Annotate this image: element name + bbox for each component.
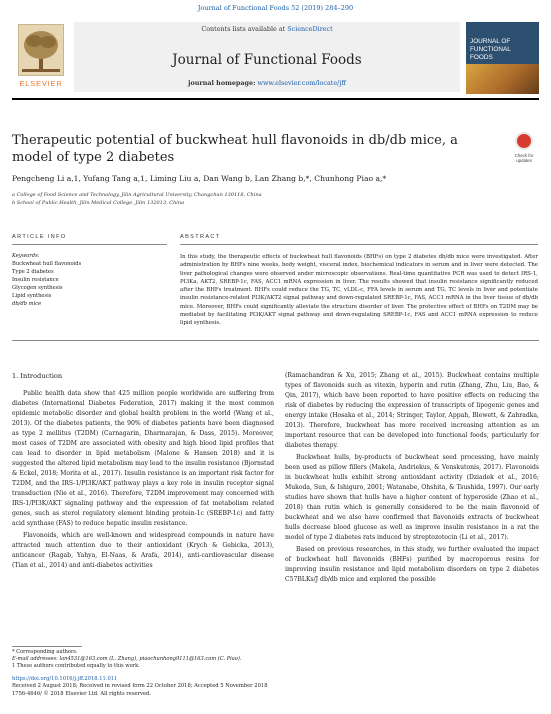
- keyword: Type 2 diabetes: [12, 269, 54, 275]
- left-column: [12, 371, 274, 571]
- section-heading: 1. Introduction: [12, 372, 63, 380]
- crossmark-label: Check for updates: [514, 153, 534, 163]
- keyword: Insulin resistance: [12, 277, 59, 283]
- publisher-name: ELSEVIER: [19, 79, 63, 88]
- article-info-heading: ARTICLE INFO: [12, 234, 67, 240]
- keyword: Lipid synthesis: [12, 293, 52, 299]
- cover-image: [466, 64, 539, 94]
- tree-logo-icon: [18, 24, 64, 76]
- equal-contribution-footnote: 1 These authors contributed equally to this work.: [12, 663, 140, 670]
- homepage-line: [74, 79, 460, 87]
- abstract-rule: [180, 244, 538, 245]
- footnote-rule: [12, 646, 82, 647]
- journal-masthead: [12, 22, 539, 96]
- journal-title: Journal of Functional Foods: [172, 52, 362, 68]
- footnotes: [12, 649, 272, 671]
- paragraph: Buckwheat hulls, by-products of buckwheat seed processing, have mainly been used as pillow fillers (Makela, Andriekus, & Venskutonis, 2017). Flavonoids in buckwheat hulls exhibit strong antioxidant activity (Dziadek et al., 2016; Mukoda, Sun, & Ishiguro, 2001; Watanabe, Ohshita, & Tsushida, 1997). Our early studies have shown that hulls have a higher content of hyperoside (Zhao et al., 2018) than rutin which is generally considered to be the main flavonoid of buckwheat and we also have confirmed that flavonoids extracts of buckwheat hulls decrease blood glucose as well as improve insulin resistance in a rat the model of type 2 diabetes rats induced by streptozotocin (Li et al., 2017).: [285, 454, 539, 541]
- abstract-text: In this study, the therapeutic effects of buckwheat hull flavonoids (BHFs) on type 2 diabetes db/db mice were investigated. After administration by BHFs nine weeks, body weight, visceral index, biochemical indicators in serum and in liver were detected. The liver pathological changes were observed under microscopic observations. Real-time quantitative PCR was used to detect IRS-1, PI3Ka, AKT2, SREBP-1c, FAS, ACC1 mRNA expression in liver. The results showed that insulin resistance significantly reduced after the BHFs treatment. BHFs could reduce the TG, TC, vLDL-c, FFA levels in serum and TG, TC levels in liver and potentiate insulin resistance-related PI3K/AKT2 signal pathway and down-regulated SREBP-1c, FAS, ACC1 mRNA in the liver tissue of db/db mice. Moreover, BHFs could significantly alleviate the structure disorder of liver. The protective effect of BHFs on T2DM may be mediated by facilitating PI3K/AKT signal pathway and down-regulating SREBP-1c, FAS and ACC1 mRNA expression to reduce lipid synthesis.: [180, 254, 538, 327]
- received-dates: Received 2 August 2018; Received in revised form 22 October 2018; Accepted 5 November 2018: [12, 683, 268, 690]
- abstract-bottom-rule: [12, 340, 539, 341]
- running-header[interactable]: Journal of Functional Foods 52 (2019) 284–290: [197, 4, 354, 12]
- keyword: db/db mice: [12, 301, 42, 307]
- homepage-prefix: journal homepage:: [188, 79, 256, 87]
- paragraph: Based on previous researches, in this study, we further evaluated the impact of buckwheat hull flavonoids (BHFs) purified by macroporous resins for improving insulin resistance and lipid metabolism disorders on type 2 diabetes C57BLKs/J db/db mice and explored the possible: [285, 546, 539, 583]
- contents-prefix: Contents lists available at: [201, 25, 286, 33]
- paragraph: (Ramachandran & Xu, 2015; Zhang et al., 2015). Buckwheat contains multiple types of flavonoids such as vitexin, hyperin and rutin (Zhang, Zhu, Liu, Bao, & Qin, 2017), which have been reported to have positive effects on reducing the risk of diabetes by reducing the expression of transcripts of lipogenic genes and energy intake (Hosaka et al., 2014; Stringer, Taylor, Appah, Blewett, & Zahradka, 2013). Therefore, buckwheat has more received increasing attention as an important resource that can be developed into functional foods, particularly for diabetes therapy.: [285, 372, 539, 449]
- paragraph: Public health data show that 425 million people worldwide are suffering from diabetes (International Diabetes Federation, 2017) making it the most common epidemic metabolic disorder and global health problem in the world (Wang et al., 2013). Of the diabetes patients, the 90% of diabetes patients have been diagnosed as type 2 mellitus (T2DM) (Carnagarin, Dharmarajan, & Dass, 2015). Moreover, most cases of T2DM are associated with obesity and high blood lipid profiles that can lead to disorder in lipid metabolism (Malone & Hansen 2018) and it is suggested the altered lipid metabolism may lead to the insulin resistance (Bjornstad & Eckel, 2018; Morita et al., 2017). Insulin resistance is an important risk factor for T2DM, and the IRS-1/PI3K/AKT pathway plays a key role in insulin receptor signal transduction (Nie et al., 2016). Therefore, T2DM improvement may concerned with IRS-1/PI3K/AKT signaling pathway and the expression of fat metabolism related genes, such as sterol regulatory element binding protein-1c (SREBP-1c) and fatty acid synthase (FAS) to reduce hepatic insulin resistance.: [12, 390, 274, 527]
- masthead-center: [74, 22, 460, 92]
- article-footer: [12, 676, 282, 698]
- cover-title: JOURNAL OF FUNCTIONAL FOODS: [470, 38, 511, 61]
- check-for-updates-badge[interactable]: [510, 132, 538, 168]
- sciencedirect-link[interactable]: ScienceDirect: [287, 25, 333, 33]
- article-title: Therapeutic potential of buckwheat hull flavonoids in db/db mice, a model of type 2 diabetes: [12, 133, 458, 165]
- keywords-label: Keywords:: [12, 253, 40, 259]
- doi-link[interactable]: https://doi.org/10.1016/j.jff.2018.11.011: [12, 676, 118, 682]
- header-divider: [12, 98, 539, 100]
- issn-copyright: 1756-4646/ © 2018 Elsevier Ltd. All rights reserved.: [12, 690, 151, 697]
- keyword: Glycogen synthesis: [12, 285, 63, 291]
- homepage-link[interactable]: www.elsevier.com/locate/jff: [257, 79, 346, 87]
- affiliation-b: b School of Public Health, Jilin Medical College, Jilin 132013, China: [12, 200, 185, 206]
- right-column: [285, 371, 539, 585]
- author-list: Pengcheng Li a,1, Yufang Tang a,1, Liming Liu a, Dan Wang b, Lan Zhang b,*, Chunhong Piao a,*: [12, 174, 387, 183]
- article-info-rule: [12, 244, 167, 245]
- paragraph: Flavonoids, which are well-known and widespread compounds in nature have attracted much attention due to their antioxidant (Krych & Gebicka, 2013), anticancer (Ragab, Yahya, El-Naas, & Arafa, 2014), anti-cardiovascular disease (Tian et al., 2014) and anti-diabetes activities: [12, 532, 274, 569]
- affiliation-a: a College of Food Science and Technology, Jilin Agricultural University, Changchun 130118, China: [12, 192, 262, 198]
- elsevier-logo[interactable]: [12, 22, 70, 92]
- journal-cover-thumbnail[interactable]: [466, 22, 539, 94]
- abstract-heading: ABSTRACT: [180, 234, 221, 240]
- contents-line: [74, 25, 460, 33]
- crossmark-icon: [515, 132, 533, 150]
- keyword: Buckwheat hull flavonoids: [12, 261, 82, 267]
- corresponding-footnote: * Corresponding authors.: [12, 649, 78, 655]
- email-footnote[interactable]: E-mail addresses: lan4531@163.com (L. Zhang), piaochunhong9111@163.com (C. Piao).: [12, 656, 242, 663]
